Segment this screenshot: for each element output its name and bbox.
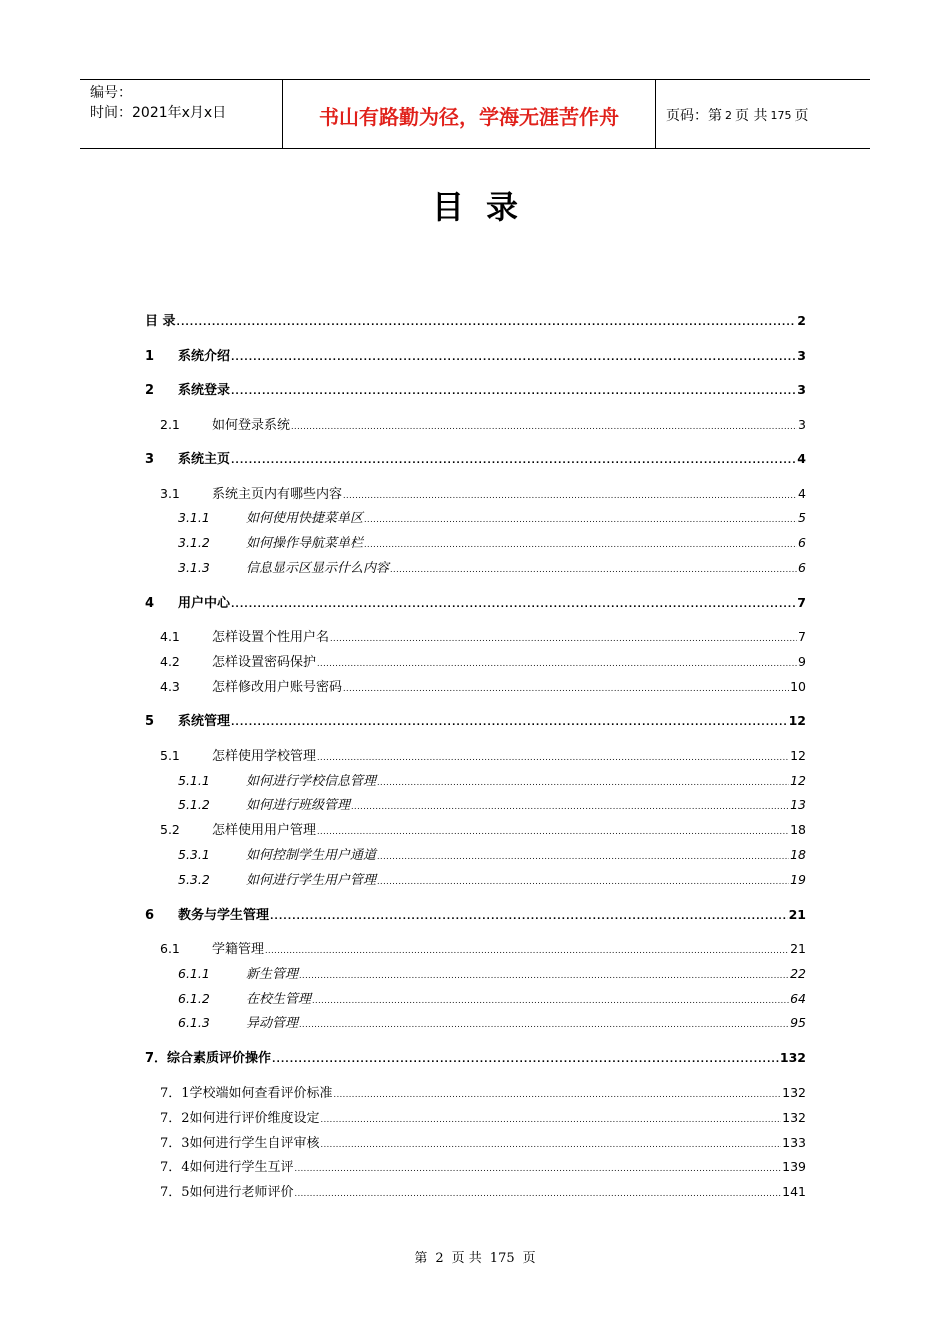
toc-entry-page: 18 <box>790 822 806 837</box>
toc-dot-leader <box>343 486 797 506</box>
toc-entry-title: 目 录 <box>145 314 176 329</box>
toc-entry-page: 19 <box>790 872 806 887</box>
page-footer <box>0 1247 950 1266</box>
toc-entry-page: 12 <box>790 773 806 788</box>
toc-entry[interactable] <box>160 627 806 647</box>
toc-entry-title: 系统介绍 <box>178 349 231 364</box>
toc-entry-page: 141 <box>782 1184 806 1199</box>
toc-entry-number: 3 <box>145 452 155 467</box>
toc-dot-leader <box>231 713 788 733</box>
toc-entry[interactable] <box>145 380 806 400</box>
toc-entry-title: 怎样设置个性用户名 <box>212 630 330 645</box>
toc-entry-number: 2.1 <box>160 417 180 432</box>
toc-dot-leader <box>291 417 797 437</box>
toc-entry-title: 7．综合素质评价操作 <box>145 1051 272 1066</box>
toc-entry[interactable] <box>145 711 806 731</box>
toc-dot-leader <box>231 382 796 402</box>
toc-dot-leader <box>364 535 797 555</box>
toc-entry-page: 139 <box>782 1159 806 1174</box>
toc-entry[interactable] <box>178 845 806 865</box>
toc-dot-leader <box>231 451 796 471</box>
toc-entry-title: 7．2如何进行评价维度设定 <box>160 1111 320 1126</box>
toc-dot-leader <box>231 595 796 615</box>
toc-entry[interactable] <box>178 989 806 1009</box>
page-number: 2 <box>725 108 732 122</box>
toc-entry-page: 7 <box>798 629 806 644</box>
toc-entry[interactable] <box>160 1133 806 1153</box>
toc-entry-page: 22 <box>790 966 806 981</box>
toc-entry-page: 132 <box>779 1050 806 1065</box>
toc-dot-leader <box>317 748 789 768</box>
toc-entry[interactable] <box>160 1108 806 1128</box>
toc-entry-title: 怎样使用用户管理 <box>212 823 317 838</box>
toc-entry-title: 7．1学校端如何查看评价标准 <box>160 1086 333 1101</box>
toc-entry-title: 系统管理 <box>178 714 231 729</box>
toc-entry-title: 怎样修改用户账号密码 <box>212 680 343 695</box>
toc-entry-page: 21 <box>790 941 806 956</box>
toc-entry-title: 学籍管理 <box>212 942 265 957</box>
toc-dot-leader <box>343 679 789 699</box>
toc-dot-leader <box>312 991 789 1011</box>
footer-page-number: 2 <box>435 1251 444 1266</box>
toc-entry-number: 6.1.3 <box>178 1015 210 1030</box>
toc-entry-title: 如何进行学校信息管理 <box>246 774 377 789</box>
toc-entry-page: 18 <box>790 847 806 862</box>
page-mid: 页 共 <box>735 108 768 124</box>
page-header <box>80 79 870 149</box>
toc-entry[interactable] <box>178 533 806 553</box>
toc-entry[interactable] <box>178 795 806 815</box>
toc-entry[interactable] <box>160 415 806 435</box>
toc-entry[interactable] <box>178 771 806 791</box>
toc-entry-page: 5 <box>798 510 806 525</box>
serial-label: 编号： <box>90 85 132 101</box>
toc-entry-page: 3 <box>797 382 806 397</box>
toc-entry[interactable] <box>160 652 806 672</box>
toc-dot-leader <box>177 313 797 333</box>
toc-entry-title: 系统主页内有哪些内容 <box>212 487 343 502</box>
toc-entry-page: 6 <box>798 560 806 575</box>
toc-entry-number: 3.1.1 <box>178 510 210 525</box>
toc-entry-title: 系统主页 <box>178 452 231 467</box>
toc-dot-leader <box>321 1110 782 1130</box>
toc-dot-leader <box>270 907 788 927</box>
toc-dot-leader <box>390 560 797 580</box>
toc-entry-number: 4.3 <box>160 679 180 694</box>
toc-entry-page: 21 <box>788 907 806 922</box>
toc-entry-number: 3.1.3 <box>178 560 210 575</box>
toc-dot-leader <box>317 654 797 674</box>
toc-entry-title: 如何使用快捷菜单区 <box>246 511 364 526</box>
toc-entry-title: 用户中心 <box>178 596 231 611</box>
toc-entry-title: 如何进行学生用户管理 <box>246 873 377 888</box>
footer-suffix: 页 <box>522 1251 536 1266</box>
document-title: 目录 <box>431 188 540 226</box>
toc-entry[interactable] <box>178 1013 806 1033</box>
toc-entry[interactable] <box>178 558 806 578</box>
toc-entry-page: 6 <box>798 535 806 550</box>
toc-entry[interactable] <box>160 746 806 766</box>
toc-entry-number: 5.2 <box>160 822 180 837</box>
toc-dot-leader <box>364 510 797 530</box>
toc-entry-page: 4 <box>797 451 806 466</box>
toc-entry-page: 3 <box>797 348 806 363</box>
toc-entry-page: 7 <box>797 595 806 610</box>
toc-entry-number: 4.2 <box>160 654 180 669</box>
header-meta-cell <box>80 80 282 148</box>
toc-entry[interactable] <box>145 449 806 469</box>
toc-entry[interactable] <box>145 905 806 925</box>
toc-entry-page: 132 <box>782 1085 806 1100</box>
toc-dot-leader <box>321 1135 782 1155</box>
toc-entry[interactable] <box>160 1157 806 1177</box>
toc-dot-leader <box>265 941 789 961</box>
toc-entry-page: 132 <box>782 1110 806 1125</box>
toc-entry[interactable] <box>160 1182 806 1202</box>
toc-dot-leader <box>377 847 789 867</box>
time-label: 时间：2021年x月x日 <box>90 105 227 121</box>
header-motto-cell <box>282 80 656 148</box>
toc-entry-number: 6.1 <box>160 941 180 956</box>
toc-entry-number: 1 <box>145 349 155 364</box>
toc-dot-leader <box>377 872 789 892</box>
footer-mid: 页 共 <box>451 1251 482 1266</box>
toc-entry-number: 4 <box>145 596 155 611</box>
toc-dot-leader <box>351 797 789 817</box>
toc-entry[interactable] <box>160 1083 806 1103</box>
toc-entry-number: 3.1 <box>160 486 180 501</box>
toc-entry-page: 133 <box>782 1135 806 1150</box>
toc-entry-title: 7．4如何进行学生互评 <box>160 1160 294 1175</box>
toc-dot-leader <box>299 966 789 986</box>
footer-page-total: 175 <box>489 1251 515 1266</box>
toc-entry-title: 7．3如何进行学生自评审核 <box>160 1136 320 1151</box>
toc-entry[interactable] <box>178 870 806 890</box>
toc-entry-page: 64 <box>790 991 806 1006</box>
toc-entry-number: 5.1.1 <box>178 773 210 788</box>
toc-entry-page: 95 <box>790 1015 806 1030</box>
toc-dot-leader <box>330 629 797 649</box>
motto-text: 书山有路勤为径，学海无涯苦作舟 <box>319 104 619 129</box>
toc-entry-page: 13 <box>790 797 806 812</box>
toc-entry-title: 系统登录 <box>178 383 231 398</box>
toc-entry[interactable] <box>160 820 806 840</box>
toc-dot-leader <box>299 1015 789 1035</box>
toc-entry[interactable] <box>145 346 806 366</box>
toc-entry-number: 5 <box>145 714 155 729</box>
page-prefix: 页码：第 <box>666 108 722 124</box>
toc-entry-number: 4.1 <box>160 629 180 644</box>
toc-dot-leader <box>295 1184 782 1204</box>
toc-entry[interactable] <box>178 508 806 528</box>
toc-entry-number: 6 <box>145 908 155 923</box>
toc-entry-number: 6.1.2 <box>178 991 210 1006</box>
toc-entry-title: 异动管理 <box>246 1016 299 1031</box>
footer-prefix: 第 <box>414 1251 428 1266</box>
toc-entry-title: 怎样设置密码保护 <box>212 655 317 670</box>
toc-entry-number: 2 <box>145 383 155 398</box>
toc-entry[interactable] <box>145 311 806 331</box>
toc-entry-page: 10 <box>790 679 806 694</box>
toc-entry-number: 5.3.1 <box>178 847 210 862</box>
toc-entry[interactable] <box>160 677 806 697</box>
toc-entry-title: 如何控制学生用户通道 <box>246 848 377 863</box>
toc-entry-title: 在校生管理 <box>246 992 312 1007</box>
toc-entry-title: 信息显示区显示什么内容 <box>246 561 390 576</box>
toc-entry-page: 9 <box>798 654 806 669</box>
toc-entry[interactable] <box>178 964 806 984</box>
toc-entry-title: 教务与学生管理 <box>178 908 270 923</box>
toc-entry-number: 5.1.2 <box>178 797 210 812</box>
page-suffix: 页 <box>794 108 809 124</box>
toc-dot-leader <box>231 348 796 368</box>
toc-entry-title: 如何进行班级管理 <box>246 798 351 813</box>
toc-dot-leader <box>317 822 789 842</box>
toc-entry-title: 如何操作导航菜单栏 <box>246 536 364 551</box>
toc-entry-page: 4 <box>798 486 806 501</box>
toc-entry-page: 2 <box>797 313 806 328</box>
toc-entry-title: 新生管理 <box>246 967 299 982</box>
toc-dot-leader <box>295 1159 782 1179</box>
toc-entry-page: 12 <box>788 713 806 728</box>
toc-entry-title: 如何登录系统 <box>212 418 291 433</box>
toc-dot-leader <box>334 1085 782 1105</box>
toc-entry-title: 怎样使用学校管理 <box>212 749 317 764</box>
toc-entry-title: 7．5如何进行老师评价 <box>160 1185 294 1200</box>
toc-entry-number: 5.1 <box>160 748 180 763</box>
toc-entry-number: 3.1.2 <box>178 535 210 550</box>
toc-entry[interactable] <box>145 1048 806 1068</box>
toc-entry-number: 5.3.2 <box>178 872 210 887</box>
toc-entry[interactable] <box>145 593 806 613</box>
toc-entry[interactable] <box>160 484 806 504</box>
toc-entry-page: 12 <box>790 748 806 763</box>
toc-dot-leader <box>377 773 789 793</box>
toc-entry-number: 6.1.1 <box>178 966 210 981</box>
toc-dot-leader <box>272 1050 779 1070</box>
page-total: 175 <box>770 108 792 122</box>
toc-entry-page: 3 <box>798 417 806 432</box>
header-page-cell <box>656 80 870 148</box>
toc-entry[interactable] <box>160 939 806 959</box>
